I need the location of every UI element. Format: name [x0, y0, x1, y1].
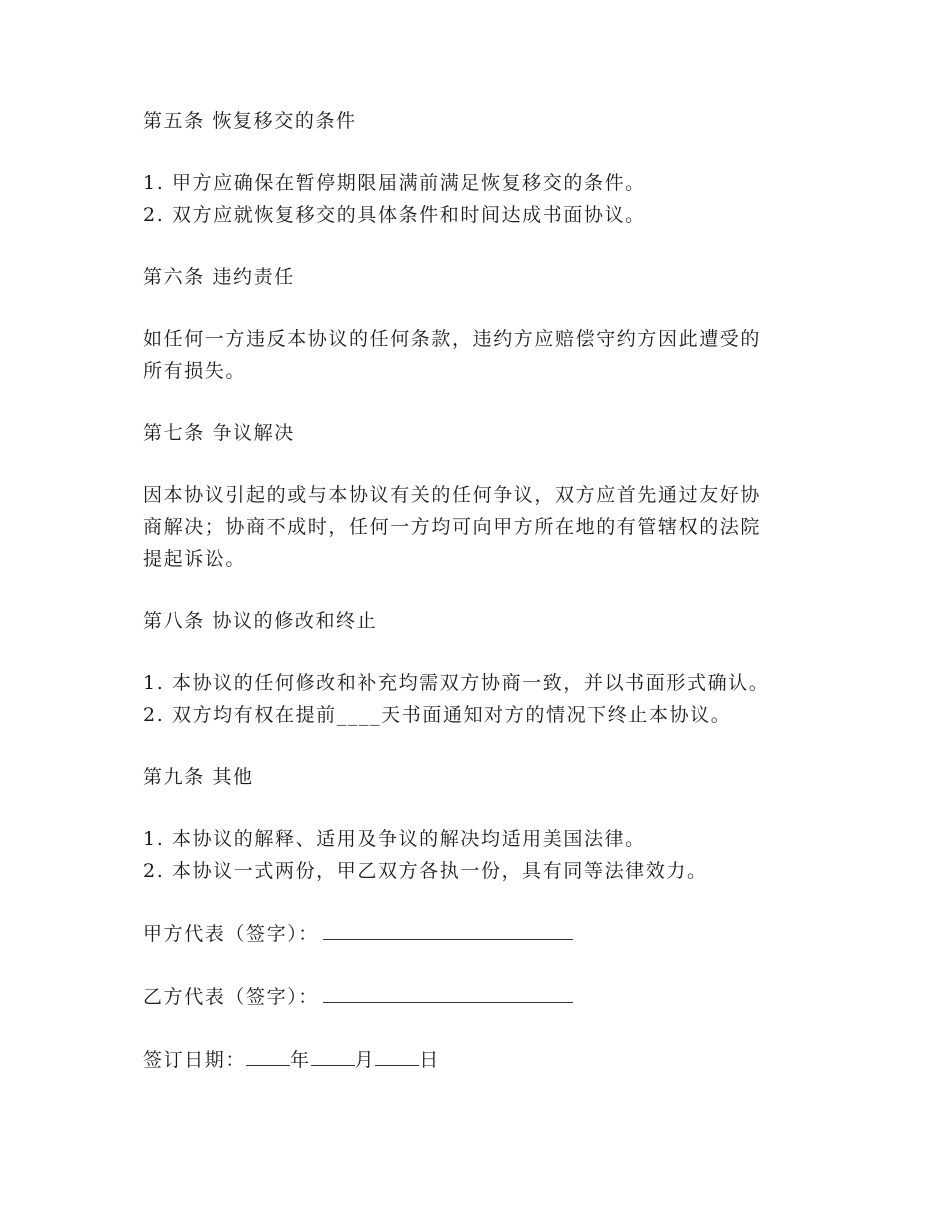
article-7-paragraph: [143, 479, 813, 575]
article-6-paragraph: [143, 323, 813, 387]
month-blank[interactable]: [311, 1043, 355, 1066]
article-7-heading: 第七条 争议解决: [143, 422, 295, 444]
list-item: 1. 本协议的任何修改和补充均需双方协商一致，并以书面形式确认。: [143, 672, 770, 694]
list-item: 2. 本协议一式两份，甲乙双方各执一份，具有同等法律效力。: [143, 860, 708, 882]
paragraph-line: 提起诉讼。: [143, 548, 247, 570]
paragraph-line: 如任何一方违反本协议的任何条款，违约方应赔偿守约方因此遭受的: [143, 328, 762, 350]
year-label: 年: [290, 1049, 311, 1071]
day-label: 日: [419, 1049, 440, 1071]
paragraph-line: 商解决；协商不成时，任何一方均可向甲方所在地的有管辖权的法院: [143, 516, 762, 538]
party-a-signature-label: 甲方代表（签字）：: [143, 923, 319, 945]
signing-date-row: [143, 1043, 813, 1076]
article-5-list: [143, 167, 813, 231]
article-6-heading: 第六条 违约责任: [143, 266, 295, 288]
signing-date-label: 签订日期：: [143, 1049, 247, 1071]
day-blank[interactable]: [375, 1043, 419, 1066]
party-a-signature-row: [143, 917, 813, 950]
paragraph-line: 因本协议引起的或与本协议有关的任何争议，双方应首先通过友好协: [143, 484, 762, 506]
party-b-signature-line[interactable]: [323, 980, 573, 1003]
agreement-document: [143, 105, 813, 1106]
list-item: 2. 双方均有权在提前____天书面通知对方的情况下终止本协议。: [143, 704, 732, 726]
party-a-signature-line[interactable]: [323, 917, 573, 940]
article-9-heading: 第九条 其他: [143, 766, 254, 788]
article-8-heading: 第八条 协议的修改和终止: [143, 610, 378, 632]
list-item: 1. 本协议的解释、适用及争议的解决均适用美国法律。: [143, 828, 646, 850]
list-item: 1. 甲方应确保在暂停期限届满前满足恢复移交的条件。: [143, 172, 646, 194]
list-item: 2. 双方应就恢复移交的具体条件和时间达成书面协议。: [143, 204, 646, 226]
article-8-list: [143, 667, 813, 731]
month-label: 月: [354, 1049, 376, 1071]
party-b-signature-label: 乙方代表（签字）：: [143, 986, 319, 1008]
year-blank[interactable]: [246, 1043, 290, 1066]
party-b-signature-row: [143, 980, 813, 1013]
article-9-list: [143, 823, 813, 887]
paragraph-line: 所有损失。: [143, 360, 247, 382]
article-5-heading: 第五条 恢复移交的条件: [143, 110, 357, 132]
